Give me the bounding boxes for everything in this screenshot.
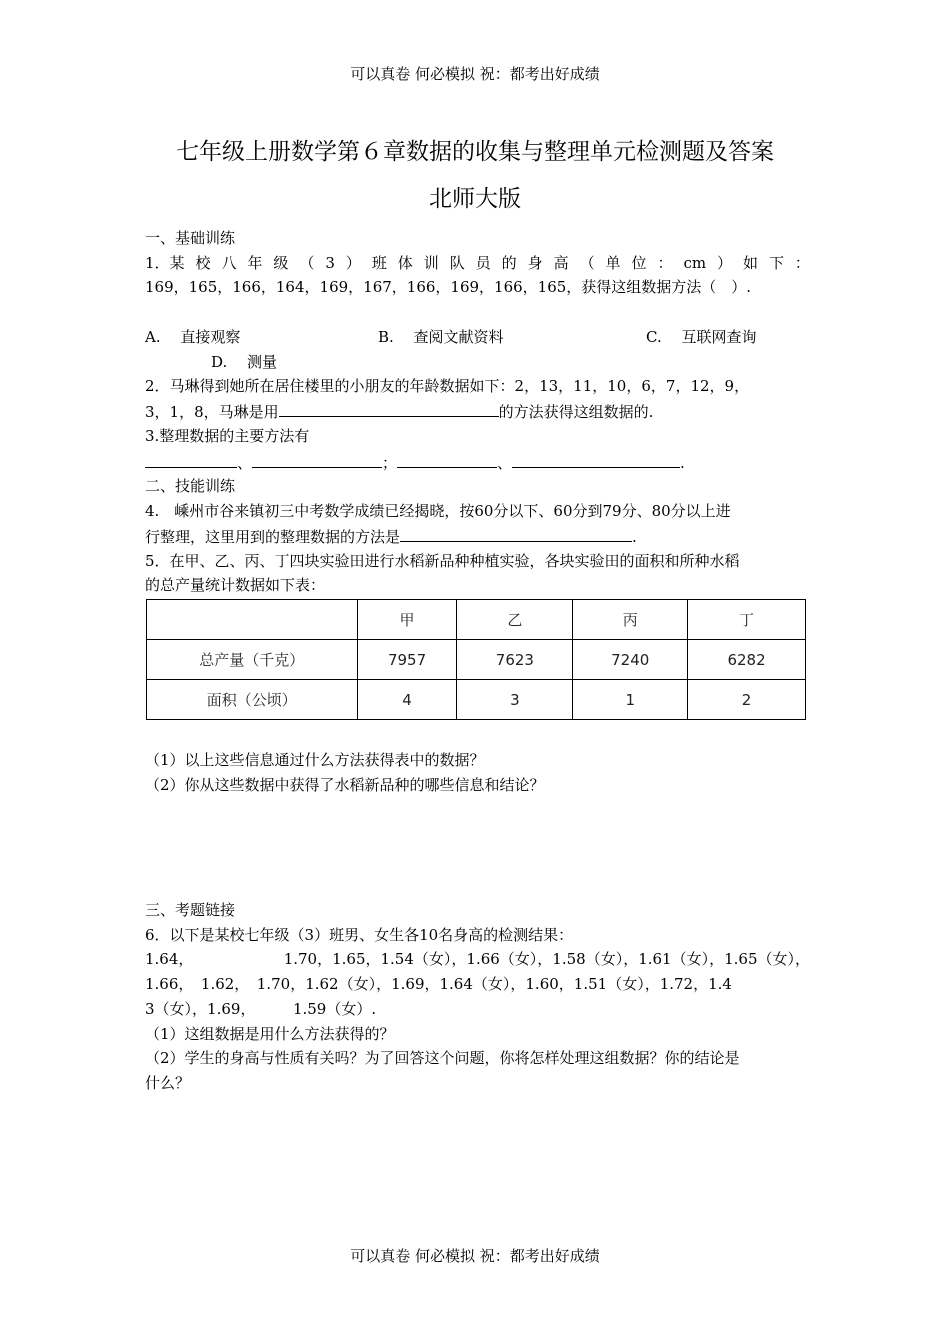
q3-blank-3 (397, 452, 497, 468)
table-header-cell: 乙 (457, 600, 573, 640)
table-cell: 7623 (457, 640, 573, 680)
q3-blank-1 (145, 452, 237, 468)
q4-answer-blank (400, 526, 632, 542)
q4-line2 (145, 526, 810, 547)
q4-line2-post: . (632, 528, 637, 546)
q1-line1-token: 高 (553, 254, 569, 272)
table-header-cell: 丙 (573, 600, 688, 640)
q1-line1-token: ） (717, 254, 733, 272)
q6-sub2: （2）学生的身高与性质有关吗？为了回答这个问题，你将怎样处理这组数据？你的结论是 (145, 1049, 740, 1067)
table-header-cell: 丁 (688, 600, 806, 640)
q2-line2-pre: 3，1，8，马琳是用 (145, 403, 279, 421)
q6-sub1: （1）这组数据是用什么方法获得的？ (145, 1025, 395, 1043)
q1-line1-token: 校 (195, 254, 211, 272)
q3-blank-2 (252, 452, 382, 468)
q3-end: . (680, 454, 685, 472)
q6-line2 (145, 949, 810, 969)
table-row (147, 680, 806, 720)
q1-line1-token: ） (345, 254, 361, 272)
q1-line1-token: 位 (631, 254, 647, 272)
q1-line1-token: 级 (273, 254, 289, 272)
q5-sub1: （1）以上这些信息通过什么方法获得表中的数据？ (145, 751, 485, 769)
table-row (147, 640, 806, 680)
q1-line1-token: 的 (501, 254, 517, 272)
q6-line2-part2: 1.70，1.65，1.54（女），1.66（女），1.58（女），1.61（女），1.65（女）， (283, 950, 810, 968)
table-cell: 1 (573, 680, 688, 720)
q1-line1-token: 体 (397, 254, 413, 272)
q2-line1: 2．马琳得到她所在居住楼里的小朋友的年龄数据如下：2，13，11，10，6，7，12，9， (145, 377, 750, 395)
table-cell: 6282 (688, 640, 806, 680)
q1-line1-token: cm (683, 254, 707, 272)
q1-line1-token: 员 (475, 254, 491, 272)
q1-line1-token: 单 (605, 254, 621, 272)
q1-line1-token: ： (794, 254, 810, 272)
q1-line1-token: 3 (325, 254, 335, 272)
table-cell: 3 (457, 680, 573, 720)
table-cell: 2 (688, 680, 806, 720)
q3-blanks (145, 452, 810, 473)
q4-line2-pre: 行整理，这里用到的整理数据的方法是 (145, 528, 401, 546)
q2-line2 (145, 401, 810, 422)
q1-line1-token: 训 (423, 254, 439, 272)
q3-sep-3: 、 (497, 454, 513, 472)
table-cell: 总产量（千克） (147, 640, 358, 680)
q1-line1-token: 班 (371, 254, 387, 272)
section3-heading: 三、考题链接 (145, 901, 236, 919)
q1-line1-token: 如 (742, 254, 758, 272)
table-cell: 4 (357, 680, 457, 720)
page-header: 可以真卷 何必模拟 祝：都考出好成绩 (350, 65, 600, 83)
q1-line1 (145, 253, 810, 273)
table-header-row (147, 600, 806, 640)
q2-line2-post: 的方法获得这组数据的. (498, 403, 654, 421)
section2-heading: 二、技能训练 (145, 477, 236, 495)
q5-line2: 的总产量统计数据如下表： (145, 576, 326, 594)
table-header-cell: 甲 (357, 600, 457, 640)
q6-line2-part1: 1.64， (145, 950, 194, 968)
q1-line1-token: 年 (247, 254, 263, 272)
q1-option-a: A. 直接观察 (145, 328, 241, 346)
q1-option-d: D. 测量 (211, 353, 278, 371)
table-cell: 面积（公顷） (147, 680, 358, 720)
q4-line1: 4. 嵊州市谷来镇初三中考数学成绩已经揭晓，按60分以下、60分到79分、80分以上进 (145, 502, 731, 520)
q1-line1-token: 队 (449, 254, 465, 272)
q6-sub2-cont: 什么？ (145, 1074, 191, 1092)
q2-answer-blank (279, 401, 499, 417)
page-footer: 可以真卷 何必模拟 祝：都考出好成绩 (350, 1247, 600, 1265)
table-cell: 7957 (357, 640, 457, 680)
q3-sep-2: ； (382, 454, 398, 472)
table-cell: 7240 (573, 640, 688, 680)
q1-line1-token: （ (299, 254, 315, 272)
q1-line1-token: ： (657, 254, 673, 272)
q3-sep-1: 、 (237, 454, 253, 472)
section1-heading: 一、基础训练 (145, 229, 236, 247)
q3-blank-4 (512, 452, 680, 468)
yield-table (146, 599, 806, 720)
q1-line1-token: 下 (768, 254, 784, 272)
q5-sub2: （2）你从这些数据中获得了水稻新品种的哪些信息和结论？ (145, 776, 545, 794)
q5-line1: 5．在甲、乙、丙、丁四块实验田进行水稻新品种种植实验，各块实验田的面积和所种水稻 (145, 552, 740, 570)
q1-option-c: C. 互联网查询 (646, 328, 757, 346)
q6-line4: 3（女），1.69， 1.59（女）. (145, 1000, 377, 1018)
q3-line1: 3.整理数据的主要方法有 (145, 427, 310, 445)
q1-line1-token: 八 (221, 254, 237, 272)
q1-option-b: B. 查阅文献资料 (378, 328, 504, 346)
document-subtitle: 北师大版 (429, 186, 521, 212)
table-header-cell (147, 600, 358, 640)
q1-line1-token: （ (579, 254, 595, 272)
q1-line1-token: 身 (527, 254, 543, 272)
q1-line2: 169，165，166，164，169，167，166，169，166，165，获得这组数据方法（ ）. (145, 278, 752, 296)
q6-line3: 1.66， 1.62， 1.70，1.62（女），1.69，1.64（女），1.60，1.51（女），1.72，1.4 (145, 975, 732, 993)
document-title: 七年级上册数学第６章数据的收集与整理单元检测题及答案 (176, 139, 774, 165)
q1-line1-token: 1．某 (145, 254, 185, 272)
q6-line1: 6．以下是某校七年级（3）班男、女生各10名身高的检测结果： (145, 926, 574, 944)
